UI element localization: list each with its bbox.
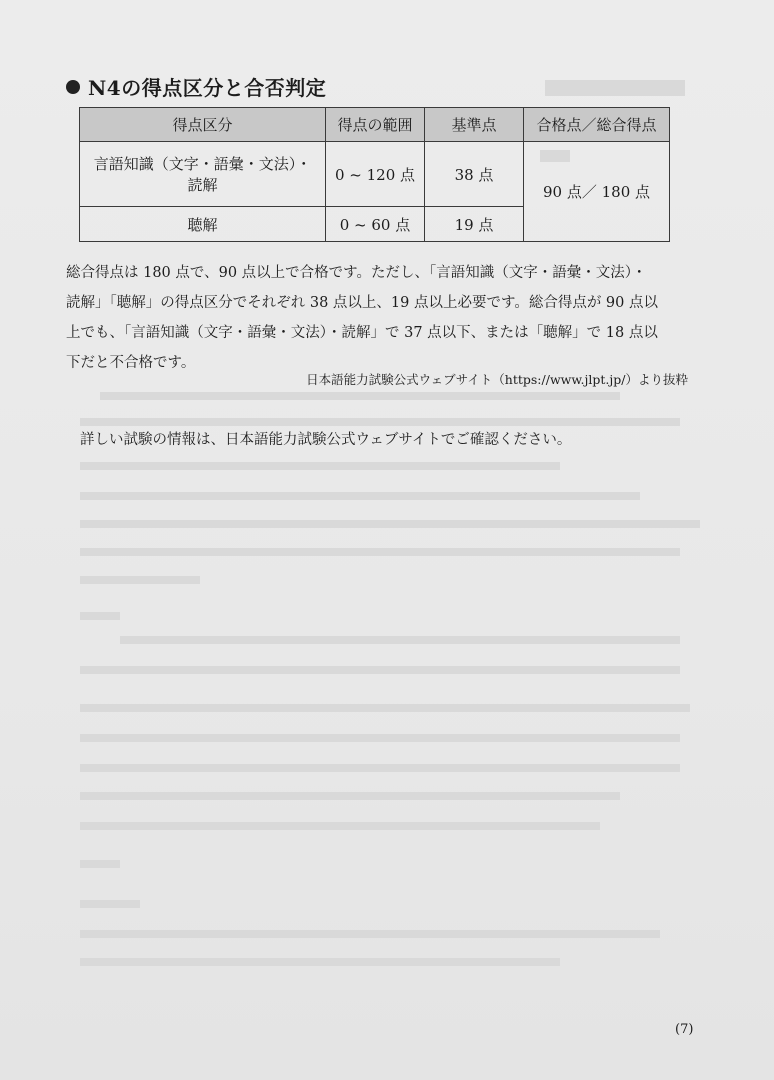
section-title: N4の得点区分と合否判定 xyxy=(88,76,327,100)
bullet-icon xyxy=(66,80,80,94)
cell-section: 聴解 xyxy=(80,207,326,242)
cell-section: 言語知識（文字・語彙・文法）・読解 xyxy=(80,142,326,207)
header-range: 得点の範囲 xyxy=(326,108,425,142)
section-heading xyxy=(66,72,326,101)
paragraph-line: 総合得点は 180 点で、90 点以上で合格です。ただし、「言語知識（文字・語彙・文法）・ xyxy=(66,265,647,281)
cell-range: 0 ~ 60 点 xyxy=(326,207,425,242)
cell-base: 19 点 xyxy=(425,207,524,242)
source-citation: 日本語能力試験公式ウェブサイト（https://www.jlpt.jp/）より抜粋 xyxy=(306,372,688,387)
table-header-row xyxy=(80,108,670,142)
paragraph-line: 読解」「聴解」の得点区分でそれぞれ 38 点以上、19 点以上必要です。総合得点が 90 点以 xyxy=(66,295,658,311)
header-base: 基準点 xyxy=(425,108,524,142)
header-section: 得点区分 xyxy=(80,108,326,142)
cell-pass-total: 90 点／ 180 点 xyxy=(524,142,670,242)
info-note: 詳しい試験の情報は、日本語能力試験公式ウェブサイトでご確認ください。 xyxy=(80,432,572,448)
cell-base: 38 点 xyxy=(425,142,524,207)
cell-range: 0 ~ 120 点 xyxy=(326,142,425,207)
paragraph-line: 上でも、「言語知識（文字・語彙・文法）・読解」で 37 点以下、または「聴解」で 18 点以 xyxy=(66,325,658,341)
page-number: (7) xyxy=(675,1022,694,1037)
score-table xyxy=(79,107,670,242)
table-row xyxy=(80,142,670,207)
explanation-paragraph xyxy=(66,258,688,378)
paragraph-line: 下だと不合格です。 xyxy=(66,355,196,371)
header-pass-total: 合格点／総合得点 xyxy=(524,108,670,142)
